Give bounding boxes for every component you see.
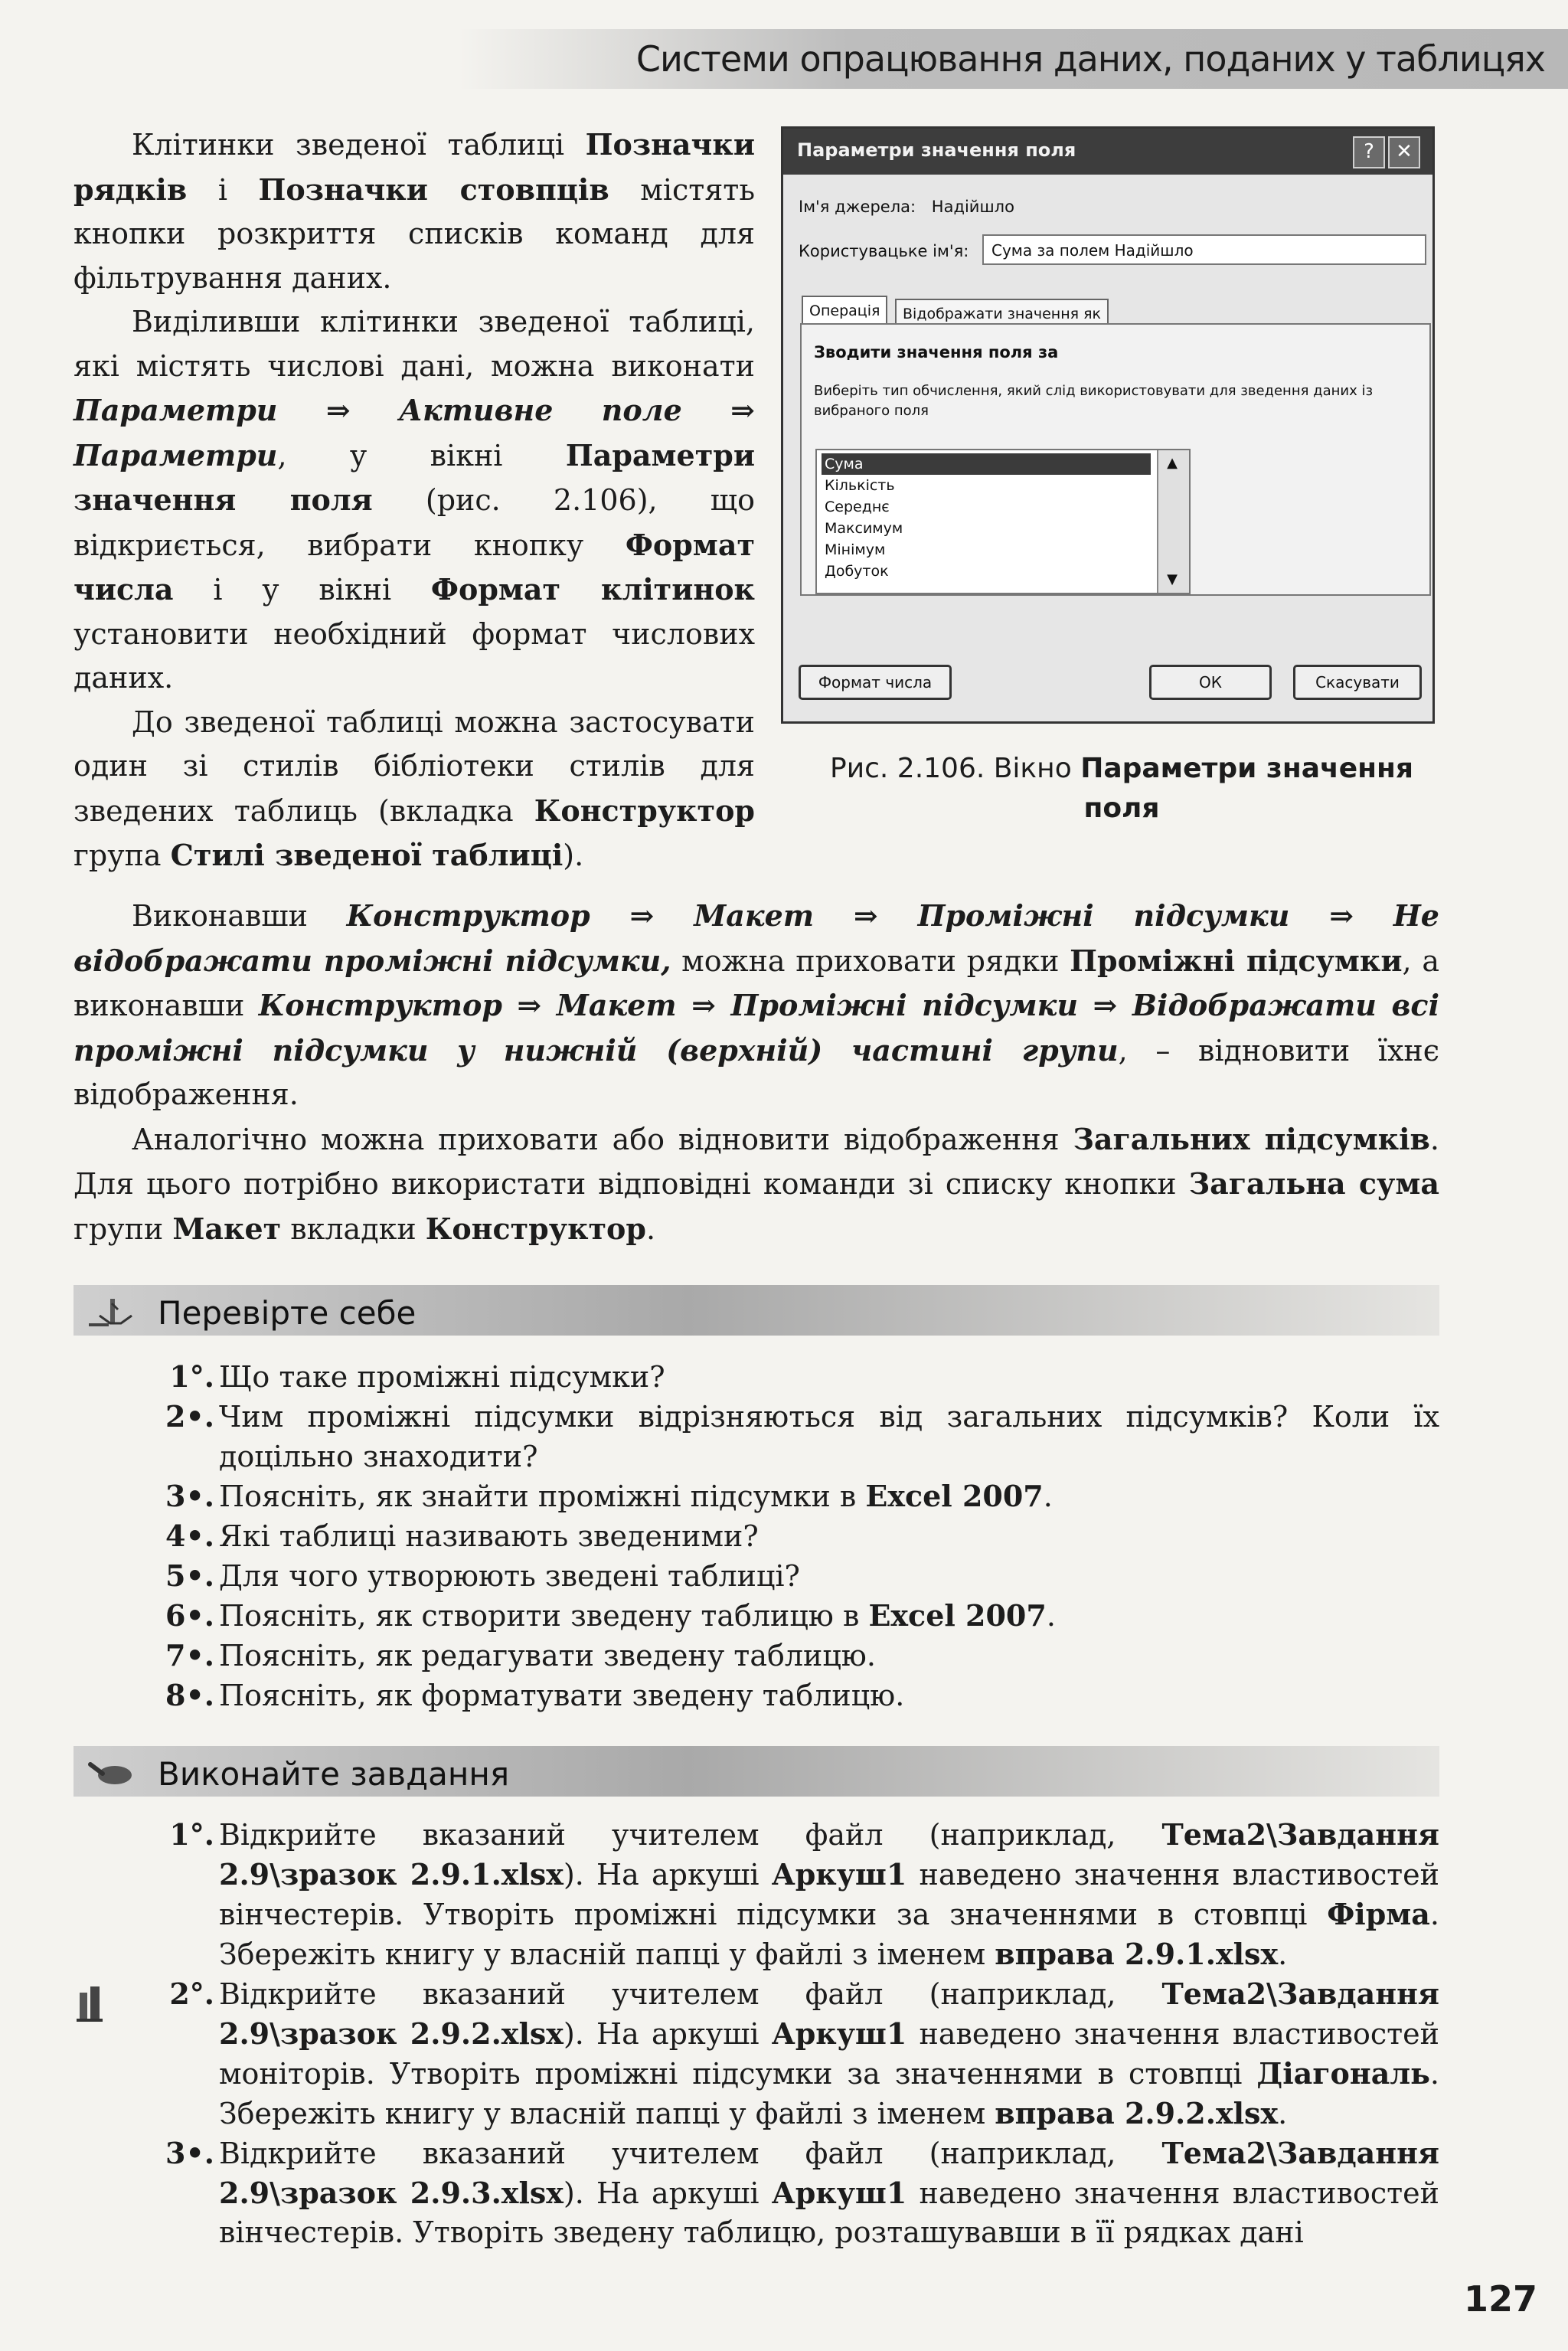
text-run: Для чого утворюють зведені таблиці? <box>219 1559 800 1593</box>
bold-term: вправа 2.9.1.xlsx <box>995 1937 1279 1971</box>
text-run: Поясніть, як знайти проміжні підсумки в <box>219 1480 866 1513</box>
list-item <box>150 1476 1439 1516</box>
tasks-section-header <box>74 1746 1439 1797</box>
text-run: Поясніть, як форматувати зведену таблицю. <box>219 1679 905 1712</box>
text-run: Які таблиці називають зведеними? <box>219 1519 759 1553</box>
item-number: 7•. <box>165 1638 214 1673</box>
bold-term: Excel 2007 <box>865 1479 1044 1513</box>
source-name-label <box>799 198 1014 216</box>
running-header-title: Системи опрацювання даних, поданих у таблицях <box>635 38 1545 80</box>
command-path: Параметри ⇒ Активне поле ⇒ Параметри <box>74 393 755 472</box>
text-run: До зведеної таблиці можна застосувати один зі стилів бібліотеки стилів для зведених таблиць (вкладка <box>74 705 755 828</box>
dialog-title: Параметри значення поля <box>797 139 1076 161</box>
item-number: 3•. <box>165 2136 214 2170</box>
text-run: ). На аркуші <box>563 2017 772 2051</box>
bold-term: Проміжні підсумки <box>1070 943 1403 978</box>
text-run: Поясніть, як створити зведену таблицю в <box>219 1599 869 1633</box>
text-run: Відкрийте вказаний учителем файл (наприклад, <box>219 1977 1162 2011</box>
tasks-list <box>150 1815 1439 2252</box>
dialog-titlebar <box>783 129 1432 175</box>
list-item <box>150 2134 1439 2252</box>
close-icon[interactable]: ✕ <box>1388 136 1420 168</box>
list-item[interactable]: Сума <box>822 453 1151 475</box>
list-item[interactable]: Максимум <box>825 520 903 537</box>
item-number: 3•. <box>165 1479 214 1513</box>
list-item[interactable]: Кількість <box>825 477 895 494</box>
custom-name-label: Користувацьке ім'я: <box>799 242 969 260</box>
check-section-header <box>74 1285 1439 1336</box>
item-number: 5•. <box>165 1558 214 1593</box>
bold-term: Загальна сума <box>1188 1166 1440 1201</box>
text-run: (рис. 2.106), що відкриється, вибрати кнопку <box>74 483 755 562</box>
item-number: 2°. <box>169 1977 214 2011</box>
calculation-listbox[interactable] <box>815 449 1191 594</box>
item-number: 1°. <box>169 1359 214 1394</box>
text-run: наведено значення властивостей вінчестерів. Утворіть зведену таблицю, розташувавши в її рядках дані <box>219 2176 1439 2249</box>
paragraph <box>74 300 755 701</box>
book-check-icon <box>84 1293 138 1329</box>
bold-term: Конструктор <box>534 793 755 828</box>
text-run: , – відновити їхнє відображення. <box>74 1033 1439 1111</box>
list-item <box>150 1516 1439 1556</box>
text-run: наведено значення властивостей моніторів. Утворіть проміжні підсумки за значеннями в стовпці <box>219 2017 1439 2091</box>
scroll-up-icon[interactable]: ▲ <box>1167 455 1178 471</box>
list-item <box>150 1596 1439 1636</box>
listbox-scrollbar[interactable] <box>1157 450 1189 593</box>
paragraph <box>74 123 755 300</box>
text-run: . <box>645 1211 656 1246</box>
tasks-section-title: Виконайте завдання <box>158 1755 510 1793</box>
text-run: ). На аркуші <box>563 2176 772 2210</box>
source-name-caption: Ім'я джерела: <box>799 198 916 216</box>
item-number: 8•. <box>165 1678 214 1712</box>
text-run: Поясніть, як редагувати зведену таблицю. <box>219 1639 876 1673</box>
text-run: . <box>1278 1937 1288 1971</box>
item-number: 4•. <box>165 1519 214 1553</box>
ok-button[interactable]: ОК <box>1149 665 1272 700</box>
bold-term: Excel 2007 <box>868 1598 1047 1633</box>
text-run: . <box>1043 1480 1053 1513</box>
text-run: , а виконавши <box>74 943 1439 1022</box>
list-item <box>150 1556 1439 1596</box>
text-run: можна приховати рядки <box>671 943 1070 978</box>
text-run: вкладки <box>281 1211 426 1246</box>
text-run: наведено значення властивостей вінчестерів. Утворіть проміжні підсумки за значеннями в стовпці <box>219 1858 1439 1931</box>
item-number: 2•. <box>165 1399 214 1434</box>
figure-caption-prefix: Рис. 2.106. Вікно <box>830 753 1081 784</box>
bold-term: Загальних підсумків <box>1073 1121 1430 1156</box>
text-run: Аналогічно можна приховати або відновити відображення <box>132 1122 1073 1156</box>
bold-term: Параметри значення поля <box>74 437 755 517</box>
list-item <box>150 1974 1439 2134</box>
paragraph <box>74 701 755 878</box>
text-run: групи <box>74 1211 173 1246</box>
computer-task-icon <box>70 1982 109 2028</box>
text-run: установити необхідний формат числових даних. <box>74 616 755 695</box>
text-run: Відкрийте вказаний учителем файл (наприклад, <box>219 2137 1162 2170</box>
command-path: Конструктор ⇒ Макет ⇒ Проміжні підсумки ⇒ Відображати всі проміжні підсумки у нижній (верхній) частині групи <box>74 988 1439 1068</box>
bold-term: Стилі зведеної таблиці <box>170 838 564 872</box>
tab-show-values-as[interactable]: Відображати значення як <box>895 299 1109 325</box>
help-icon[interactable]: ? <box>1353 136 1385 168</box>
bold-term: Аркуш1 <box>771 1857 907 1892</box>
text-run: Клітинки зведеної таблиці <box>132 128 586 162</box>
text-run: Що таке проміжні підсумки? <box>219 1360 665 1394</box>
cancel-button[interactable]: Скасувати <box>1293 665 1422 700</box>
number-format-button[interactable]: Формат числа <box>799 665 952 700</box>
text-run: . <box>1278 2097 1288 2130</box>
text-run: ). <box>563 839 584 872</box>
check-section-title: Перевірте себе <box>158 1294 416 1332</box>
item-number: 6•. <box>165 1598 214 1633</box>
bold-term: вправа 2.9.2.xlsx <box>995 2096 1279 2130</box>
paragraph <box>74 894 1439 1117</box>
running-header <box>459 29 1568 89</box>
text-run: і <box>187 172 259 207</box>
figure-caption <box>804 749 1439 829</box>
scroll-down-icon[interactable]: ▼ <box>1167 571 1178 587</box>
bold-term: Формат числа <box>74 527 755 607</box>
bold-term: Тема2\Завдання 2.9\зразок 2.9.2.xlsx <box>219 1977 1439 2051</box>
text-run: група <box>74 839 171 872</box>
text-run: ). На аркуші <box>563 1858 772 1892</box>
text-run: , у вікні <box>277 438 566 472</box>
text-run: Відкрийте вказаний учителем файл (наприклад, <box>219 1818 1162 1852</box>
bold-term: Позначки стовпців <box>258 172 609 207</box>
text-run: і у вікні <box>173 573 431 607</box>
bold-term: Аркуш1 <box>771 2176 907 2210</box>
paragraph <box>74 1117 1439 1252</box>
full-width-text <box>74 894 1439 1251</box>
source-name-value: Надійшло <box>931 198 1014 216</box>
bold-term: Тема2\Завдання 2.9\зразок 2.9.1.xlsx <box>219 1817 1439 1892</box>
bold-term: Формат клітинок <box>430 572 755 607</box>
bold-term: Тема2\Завдання 2.9\зразок 2.9.3.xlsx <box>219 2136 1439 2210</box>
custom-name-input[interactable]: Сума за полем Надійшло <box>982 234 1426 265</box>
text-run: містять кнопки розкриття списків команд для фільтрування даних. <box>74 172 756 295</box>
list-item <box>150 1636 1439 1676</box>
page-number: 127 <box>1463 2278 1537 2320</box>
list-item[interactable]: Мінімум <box>825 541 886 558</box>
left-column-text <box>74 123 755 878</box>
bold-term: Фірма <box>1327 1897 1430 1931</box>
list-item <box>150 1676 1439 1715</box>
bold-term: Діагональ <box>1256 2056 1430 2091</box>
text-run: . <box>1046 1599 1056 1633</box>
text-run: Виділивши клітинки зведеної таблиці, які містять числові дані, можна виконати <box>74 305 755 383</box>
bold-term: Конструктор <box>425 1211 646 1246</box>
text-run: . Збережіть книгу у власній папці у файлі з іменем <box>219 1898 1439 1971</box>
list-item <box>150 1397 1439 1476</box>
summarize-group-label: Зводити значення поля за <box>814 343 1059 361</box>
calculation-hint: Виберіть тип обчислення, який слід використовувати для зведення даних із вибраного поля <box>814 383 1374 419</box>
bold-term: Позначки рядків <box>74 127 755 207</box>
list-item[interactable]: Добуток <box>825 563 889 580</box>
bold-term: Аркуш1 <box>771 2016 907 2051</box>
list-item <box>150 1357 1439 1397</box>
text-run: . Для цього потрібно використати відповідні команди зі списку кнопки <box>74 1122 1440 1201</box>
command-path: Конструктор ⇒ Макет ⇒ Проміжні підсумки ⇒ Не відображати проміжні підсумки, <box>74 898 1439 978</box>
text-run: Виконавши <box>132 899 347 933</box>
item-number: 1°. <box>169 1817 214 1852</box>
tab-operation[interactable]: Операція <box>802 296 887 325</box>
field-settings-dialog <box>781 126 1435 724</box>
list-item <box>150 1815 1439 1974</box>
figure-caption-bold: Параметри значення поля <box>1080 753 1413 824</box>
text-run: Чим проміжні підсумки відрізняються від загальних підсумків? Коли їх доцільно знаходити? <box>219 1400 1439 1473</box>
list-item[interactable]: Середнє <box>825 499 890 515</box>
bold-term: Макет <box>172 1211 282 1246</box>
text-run: . Збережіть книгу у власній папці у файлі з іменем <box>219 2057 1439 2130</box>
pencil-icon <box>84 1754 138 1790</box>
check-questions-list <box>150 1357 1439 1715</box>
